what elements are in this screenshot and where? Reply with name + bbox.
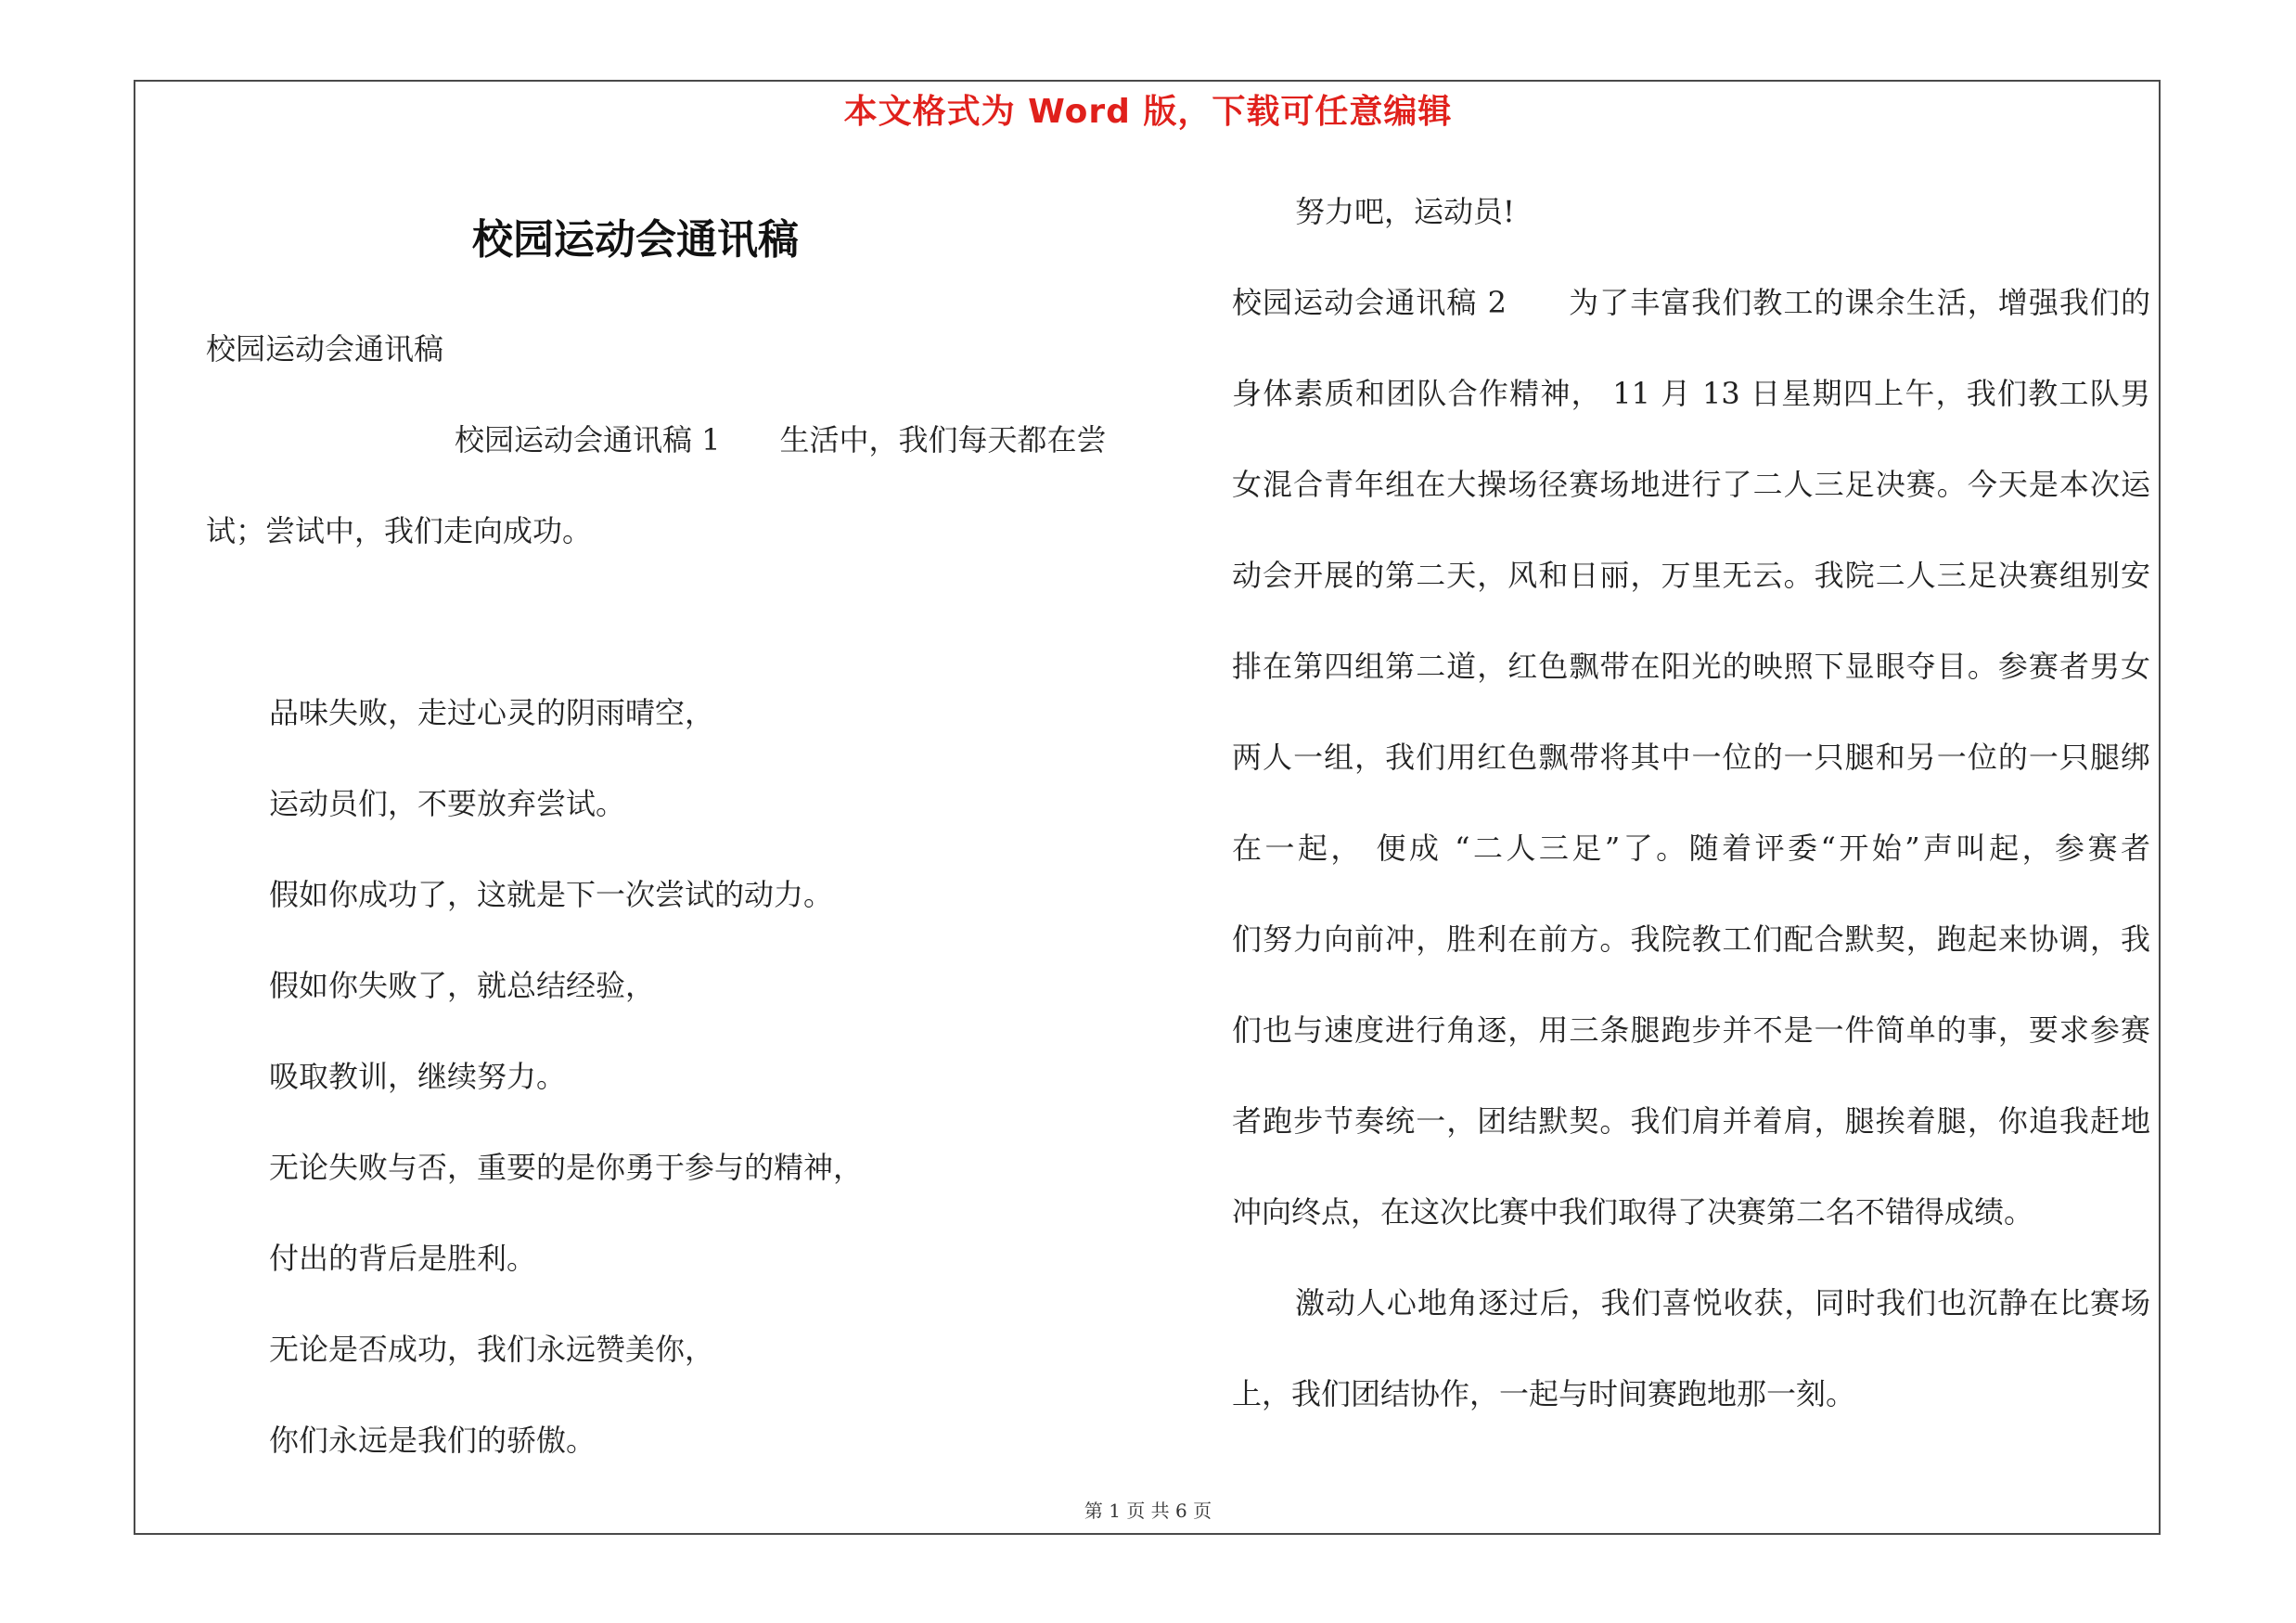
subtitle: 校园运动会通讯稿 (206, 331, 444, 367)
paragraph-2-line: 们也与速度进行角逐，用三条腿跑步并不是一件简单的事，要求参赛 (1232, 1012, 2150, 1048)
poem-line: 付出的背后是胜利。 (269, 1241, 537, 1276)
poem-line: 运动员们，不要放弃尝试。 (269, 786, 626, 821)
poem-line: 无论失败与否，重要的是你勇于参与的精神， (269, 1150, 864, 1185)
paragraph-2-line: 两人一组，我们用红色飘带将其中一位的一只腿和另一位的一只腿绑 (1232, 740, 2150, 775)
paragraph-3-line: 上，我们团结协作，一起与时间赛跑地那一刻。 (1232, 1376, 1856, 1411)
word-format-banner: 本文格式为 Word 版，下载可任意编辑 (843, 93, 1453, 131)
poem-line: 无论是否成功，我们永远赞美你， (269, 1332, 715, 1367)
poem-line: 品味失败，走过心灵的阴雨晴空， (269, 695, 715, 730)
paragraph-2-line: 者跑步节奏统一，团结默契。我们肩并着肩，腿挨着腿，你追我赶地 (1232, 1103, 2150, 1139)
poem-line: 假如你成功了，这就是下一次尝试的动力。 (269, 877, 834, 912)
cheer-line: 努力吧，运动员! (1295, 194, 1515, 229)
paragraph-2-line: 女混合青年组在大操场径赛场地进行了二人三足决赛。今天是本次运 (1232, 467, 2150, 502)
paragraph-1-line-2: 试；尝试中，我们走向成功。 (206, 513, 593, 548)
paragraph-2-line: 排在第四组第二道，红色飘带在阳光的映照下显眼夺目。参赛者男女 (1232, 649, 2150, 684)
poem-line: 你们永远是我们的骄傲。 (269, 1423, 596, 1458)
document-title: 校园运动会通讯稿 (472, 216, 799, 264)
paragraph-1-line-1: 校园运动会通讯稿 1 生活中，我们每天都在尝 (455, 422, 1107, 457)
paragraph-2-line: 校园运动会通讯稿 2 为了丰富我们教工的课余生活，增强我们的 (1232, 285, 2150, 320)
paragraph-2-line: 在一起， 便成 “二人三足”了。随着评委“开始”声叫起，参赛者 (1232, 831, 2150, 866)
paragraph-3-line: 激动人心地角逐过后，我们喜悦收获，同时我们也沉静在比赛场 (1295, 1285, 2150, 1320)
paragraph-2-line: 们努力向前冲，胜利在前方。我院教工们配合默契，跑起来协调，我 (1232, 921, 2150, 957)
paragraph-2-line: 动会开展的第二天，风和日丽，万里无云。我院二人三足决赛组别安 (1232, 558, 2150, 593)
paragraph-2-line: 冲向终点，在这次比赛中我们取得了决赛第二名不错得成绩。 (1232, 1194, 2034, 1230)
page-number-footer: 第 1 页 共 6 页 (1084, 1500, 1212, 1522)
paragraph-2-line: 身体素质和团队合作精神， 11 月 13 日星期四上午，我们教工队男 (1232, 376, 2150, 411)
poem-line: 吸取教训，继续努力。 (269, 1059, 567, 1094)
poem-line: 假如你失败了，就总结经验， (269, 968, 656, 1003)
